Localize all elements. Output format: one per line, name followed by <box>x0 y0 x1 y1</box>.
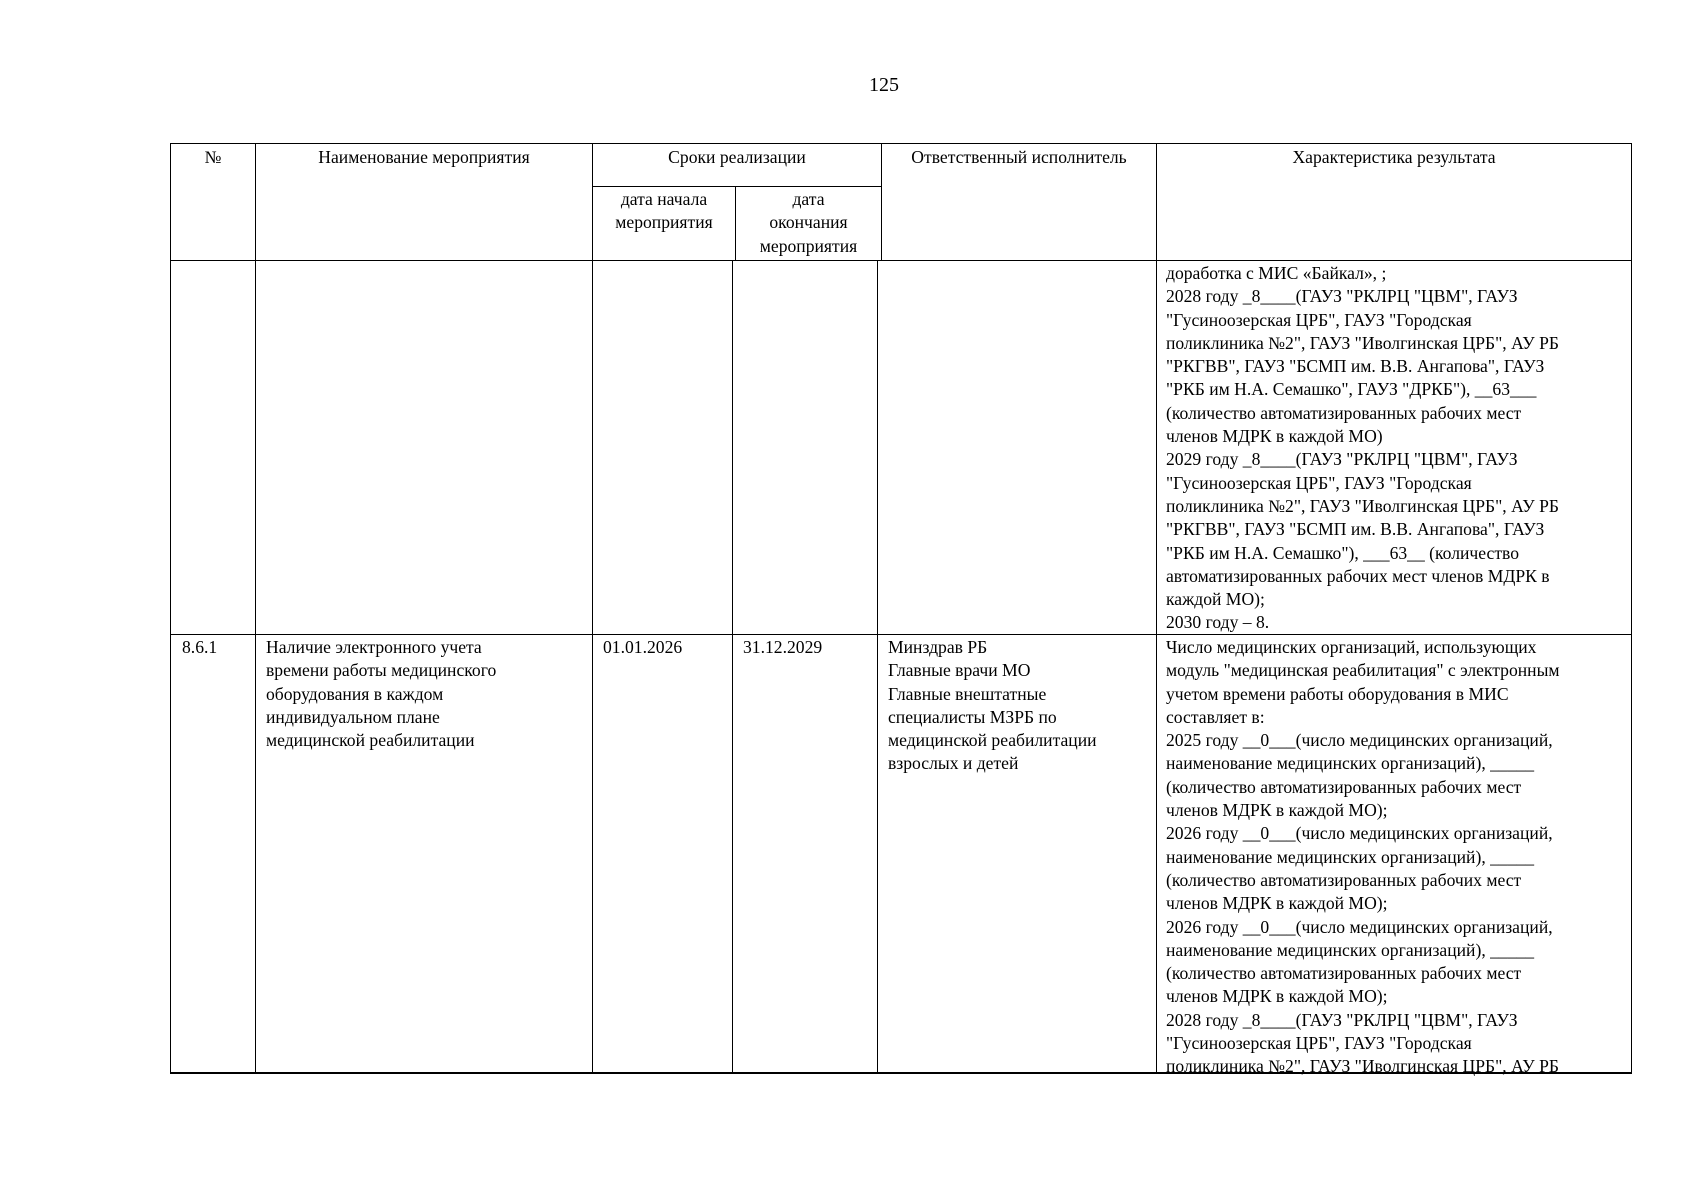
header-end-date: дата окончания мероприятия <box>759 189 858 256</box>
col-divider-4-body <box>877 260 878 1074</box>
header-start-date: дата начала мероприятия <box>615 189 713 233</box>
header-responsible: Ответственный исполнитель <box>911 147 1127 167</box>
col-divider-2 <box>592 143 593 1074</box>
col-divider-3-body <box>732 260 733 1074</box>
col-divider-1 <box>255 143 256 1074</box>
row-result: доработка с МИС «Байкал», ; 2028 году _8____(ГАУЗ "РКЛРЦ "ЦВМ", ГАУЗ "Гусиноозерская ЦРБ", ГАУЗ "Городская поликлиника №2", ГАУЗ "Иволгинская ЦРБ", АУ РБ "РКГВВ", ГАУЗ "БСМП им. В.В. Ангапова", ГАУЗ "РКБ им Н.А. Семашко", ГАУЗ "ДРКБ"), __63___ (количество автоматизированных рабочих мест членов МДРК в каждой МО) 2029 году _8____(ГАУЗ "РКЛРЦ "ЦВМ", ГАУЗ "Гусиноозерская ЦРБ", ГАУЗ "Городская поликлиника №2", ГАУЗ "Иволгинская ЦРБ", АУ РБ "РКГВВ", ГАУЗ "БСМП им. В.В. Ангапова", ГАУЗ "РКБ им Н.А. Семашко"), ___63__ (количество автоматизированных рабочих мест членов МДРК в каждой МО); 2030 году – 8. <box>1166 263 1559 633</box>
row-end-date: 31.12.2029 <box>743 637 823 657</box>
row-start-date: 01.01.2026 <box>603 637 683 657</box>
page-number: 125 <box>869 74 899 96</box>
row-result: Число медицинских организаций, использующих модуль "медицинская реабилитация" с электронным учетом времени работы оборудования в МИС составляет в: 2025 году __0___(число медицинских организаций, наименование медицинских организаций), _____ (количество автоматизированных рабочих мест членов МДРК в каждой МО); 2026 году __0___(число медицинских организаций, наименование медицинских организаций), _____ (количество автоматизированных рабочих мест членов МДРК в каждой МО); 2026 году __0___(число медицинских организаций, наименование медицинских организаций), _____ (количество автоматизированных рабочих мест членов МДРК в каждой МО); 2028 году _8____(ГАУЗ "РКЛРЦ "ЦВМ", ГАУЗ "Гусиноозерская ЦРБ", ГАУЗ "Городская поликлиника №2", ГАУЗ "Иволгинская ЦРБ", АУ РБ <box>1166 637 1560 1077</box>
header-bottom-border <box>170 260 1632 261</box>
row-name: Наличие электронного учета времени работы медицинского оборудования в каждом индивидуальном плане медицинской реабилитации <box>266 637 497 751</box>
header-dates: Сроки реализации <box>668 147 806 167</box>
col-divider-5 <box>1156 143 1157 1074</box>
row-responsible: Минздрав РБ Главные врачи МО Главные внештатные специалисты МЗРБ по медицинской реабилитации взрослых и детей <box>888 637 1097 774</box>
header-dates-divider <box>592 186 881 187</box>
header-number: № <box>204 147 222 167</box>
row-number: 8.6.1 <box>182 637 218 657</box>
header-result: Характеристика результата <box>1292 147 1496 167</box>
header-name: Наименование мероприятия <box>318 147 530 167</box>
